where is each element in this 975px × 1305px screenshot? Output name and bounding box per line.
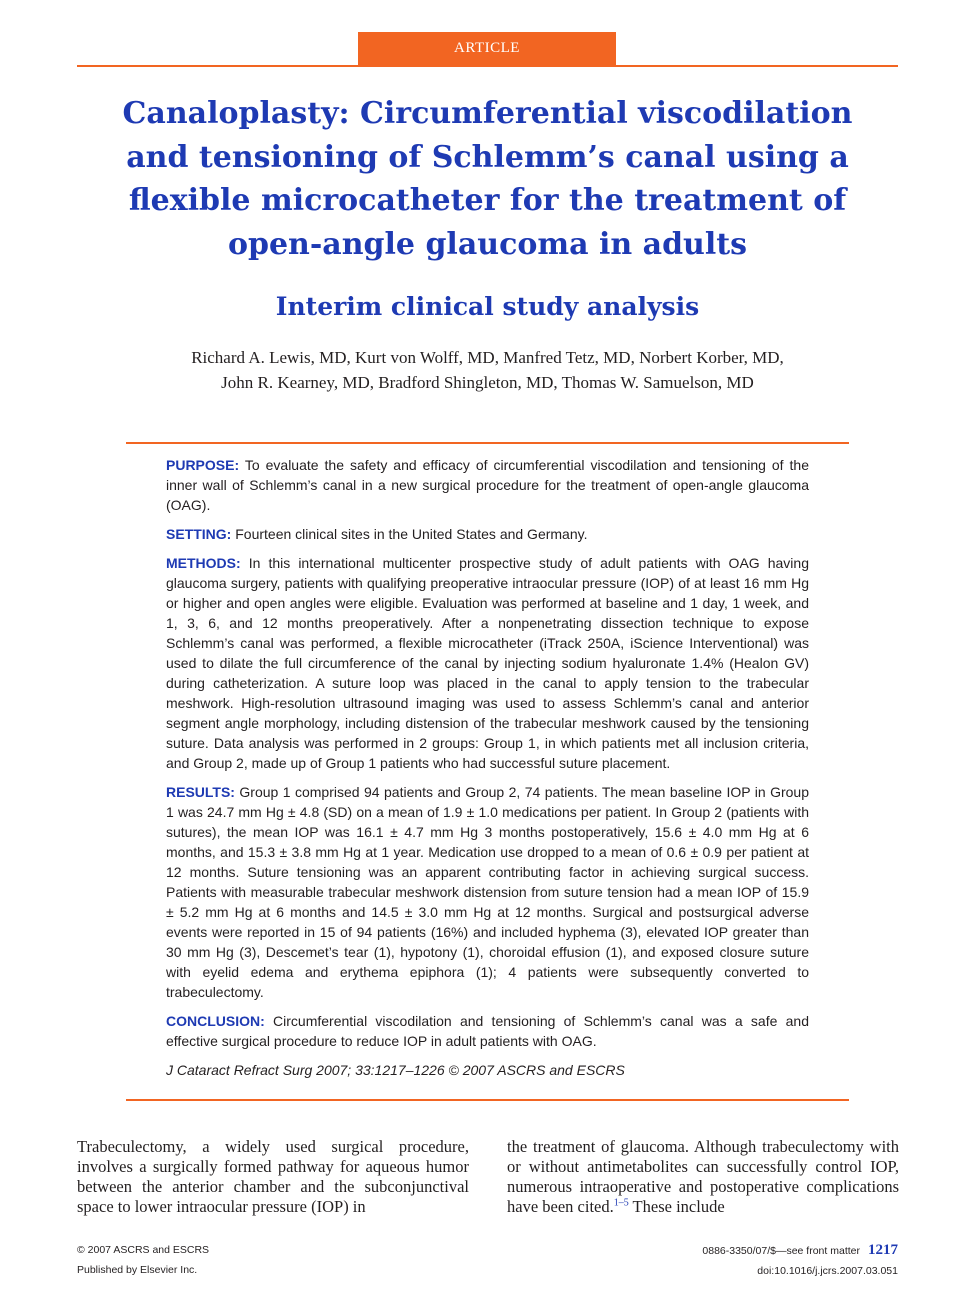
article-section-tag: ARTICLE: [358, 32, 616, 65]
footer-right: [702, 1240, 898, 1281]
body-column-left: Trabeculectomy, a widely used surgical procedure, involves a surgically formed pathway for aqueous humor between the anterior chamber and the subconjunctival space to lower intraocular pressure (IOP) in: [77, 1137, 469, 1216]
footer-publisher: Published by Elsevier Inc.: [77, 1264, 198, 1276]
footer-issn: 0886-3350/07/$—see front matter: [702, 1245, 860, 1257]
methods-text: In this international multicenter prospective study of adult patients with OAG having glaucoma surgery, patients with qualifying preoperative intraocular pressure (IOP) of at least 16 mm Hg or higher and open angles were eligible. Evaluation was performed at baseline and 1 day, 1 week, and 1, 3, 6, and 12 months preoperatively. After a nonpenetrating dissection technique to expose Schlemm’s canal was performed, a flexible microcatheter (iTrack 250A, iScience Interventional) was used to dilate the full circumference of the canal by injecting sodium hyaluronate 1.4% (Healon GV) during catheterization. A suture loop was placed in the canal to apply tension to the trabecular meshwork. High-resolution ultrasound imaging was used to assess Schlemm’s canal and anterior segment angle morphology, including distension of the trabecular meshwork caused by the tensioning suture. Data analysis was performed in 2 groups: Group 1, in which patients met all inclusion criteria, and Group 2, made up of Group 1 patients who had successful suture placement.: [166, 555, 809, 771]
header-rule: [77, 65, 898, 67]
article-title: Canaloplasty: Circumferential viscodilation and tensioning of Schlemm’s canal using a flexible microcatheter for the treatment of open-angle glaucoma in adults: [122, 96, 853, 262]
body-column-right-tail: These include: [628, 1197, 725, 1216]
abstract-methods: [166, 553, 809, 773]
conclusion-text: Circumferential viscodilation and tensioning of Schlemm’s canal was a safe and effective surgical procedure to reduce IOP in adult patients with OAG.: [166, 1013, 810, 1049]
results-text: Group 1 comprised 94 patients and Group 2, 74 patients. The mean baseline IOP in Group 1 was 24.7 mm Hg ± 4.8 (SD) on a mean of 1.9 ± 1.0 medications per patient. In Group 2 (patients with sutures), the mean IOP was 16.1 ± 4.7 mm Hg 3 months postoperatively, 15.6 ± 4.0 mm Hg at 6 months, and 15.3 ± 3.8 mm Hg at 1 year. Medication use dropped to a mean of 0.6 ± 0.9 per patient at 12 months. Suture tensioning was an apparent contributing factor in achieving surgical success. Patients with measurable trabecular meshwork distension from suture tension had a mean IOP of 15.9 ± 5.2 mm Hg at 6 months and 14.5 ± 3.0 mm Hg at 12 months. Surgical and postsurgical adverse events were reported in 15 of 94 patients (16%) and included hyphema (3), elevated IOP greater than 30 mm Hg (3), Descemet’s tear (1), hypotony (1), choroidal effusion (1), and exposed closure suture with eyelid edema and erythema epiphora (1); 4 patients were subsequently converted to trabeculectomy.: [166, 784, 809, 1000]
author-line-1: Richard A. Lewis, MD, Kurt von Wolff, MD, Manfred Tetz, MD, Norbert Korber, MD,: [191, 348, 784, 367]
results-label: RESULTS:: [166, 784, 235, 800]
footer-left: [77, 1240, 209, 1280]
footer-copyright: © 2007 ASCRS and ESCRS: [77, 1244, 210, 1256]
abstract-bottom-rule: [126, 1099, 849, 1101]
abstract-purpose: [166, 455, 809, 515]
body-column-right-text: the treatment of glaucoma. Although trabeculectomy with or without antimetabolites can successfully control IOP, numerous intraoperative and postoperative complications have been cited.: [507, 1137, 899, 1216]
article-subtitle: Interim clinical study analysis: [275, 292, 700, 321]
body-column-right: [507, 1137, 899, 1217]
abstract-results: [166, 782, 809, 1002]
abstract-setting: [166, 524, 809, 544]
journal-citation: J Cataract Refract Surg 2007; 33:1217–1226 © 2007 ASCRS and ESCRS: [166, 1062, 625, 1078]
setting-text: Fourteen clinical sites in the United States and Germany.: [235, 526, 588, 542]
conclusion-label: CONCLUSION:: [166, 1013, 265, 1029]
purpose-text: To evaluate the safety and efficacy of circumferential viscodilation and tensioning of the inner wall of Schlemm’s canal in a new surgical procedure for the treatment of open-angle glaucoma (OAG).: [166, 457, 810, 513]
page-number: 1217: [868, 1242, 898, 1258]
setting-label: SETTING:: [166, 526, 232, 542]
purpose-label: PURPOSE:: [166, 457, 240, 473]
abstract: [166, 455, 809, 1089]
footer-doi: doi:10.1016/j.jcrs.2007.03.051: [757, 1265, 898, 1277]
reference-citation[interactable]: 1–5: [613, 1197, 629, 1209]
author-list: [100, 345, 875, 395]
abstract-conclusion: [166, 1011, 809, 1051]
abstract-top-rule: [126, 442, 849, 444]
footer-issn-line: [702, 1240, 898, 1261]
author-line-2: John R. Kearney, MD, Bradford Shingleton, MD, Thomas W. Samuelson, MD: [221, 373, 754, 392]
methods-label: METHODS:: [166, 555, 241, 571]
